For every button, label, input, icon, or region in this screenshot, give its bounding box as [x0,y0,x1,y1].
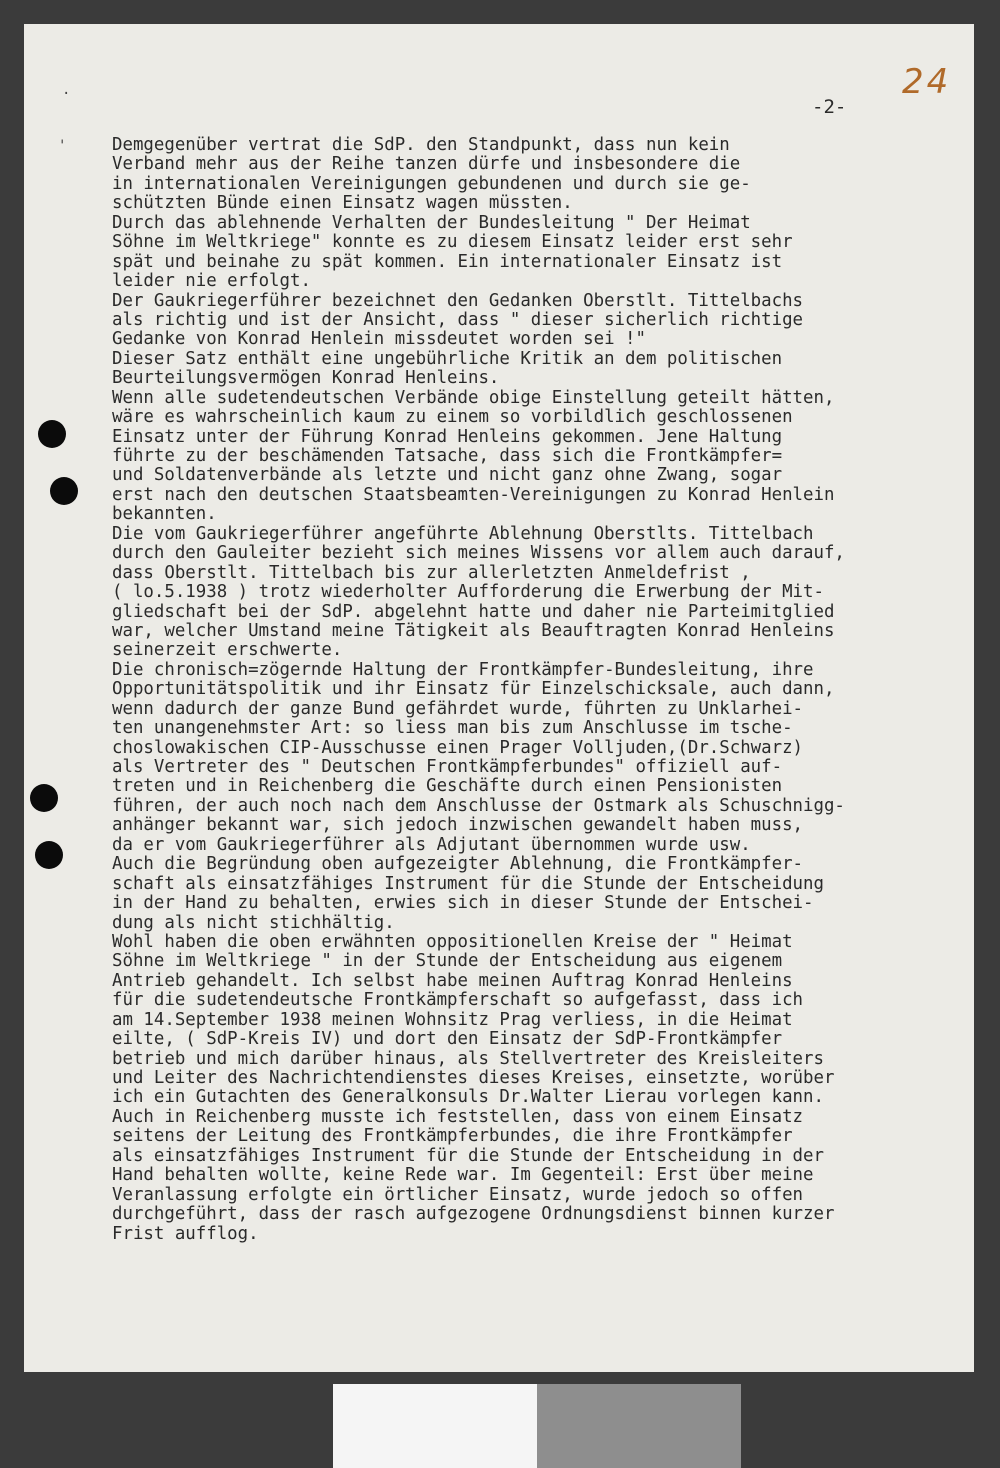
text-line: und Leiter des Nachrichtendienstes dieses Kreises, einsetzte, worüber [112,1068,835,1088]
text-line: ten unangenehmster Art: so liess man bis zum Anschlusse im tsche- [112,718,793,739]
margin-mark: . [62,82,71,98]
text-line: Antrieb gehandelt. Ich selbst habe meinen Auftrag Konrad Henleins [112,970,793,991]
text-line: Opportunitätspolitik und ihr Einsatz für Einzelschicksale, auch dann, [112,679,835,700]
text-line: eilte, ( SdP-Kreis IV) und dort den Einsatz der SdP-Frontkämpfer [112,1029,783,1050]
text-line: und Soldatenverbände als letzte und nicht ganz ohne Zwang, sogar [112,465,783,486]
text-line: als richtig und ist der Ansicht, dass " dieser sicherlich richtige [112,309,804,330]
text-line: anhänger bekannt war, sich jedoch inzwischen gewandelt haben muss, [112,815,804,836]
text-line: schützten Bünde einen Einsatz wagen müssten. [112,193,573,214]
text-line: Dieser Satz enthält eine ungebührliche Kritik an dem politischen [112,348,783,369]
text-line: bekannten. [112,504,217,525]
text-line: dung als nicht stichhältig. [112,912,395,933]
text-line: ich ein Gutachten des Generalkonsuls Dr.Walter Lierau vorlegen kann. [112,1087,824,1108]
text-line: für die sudetendeutsche Frontkämpferschaft so aufgefasst, dass ich [112,990,804,1011]
text-line: als Vertreter des " Deutschen Frontkämpferbundes" offiziell auf- [112,757,783,777]
typed-letter-body [112,136,952,1244]
text-line: erst nach den deutschen Staatsbeamten-Vereinigungen zu Konrad Henlein [112,484,835,505]
text-line: leider nie erfolgt. [112,271,311,292]
text-line: wenn dadurch der ganze Bund gefährdet wurde, führten zu Unklarhei- [112,698,804,719]
text-line: Beurteilungsvermögen Konrad Henleins. [112,368,500,389]
text-line: Durch das ablehnende Verhalten der Bundesleitung " Der Heimat [112,212,751,233]
text-line: Frist aufflog. [112,1223,259,1244]
text-line: als einsatzfähiges Instrument für die Stunde der Entscheidung in der [112,1145,824,1166]
text-line: Söhne im Weltkriege " in der Stunde der Entscheidung aus eigenem [112,951,783,972]
text-line: Auch die Begründung oben aufgezeigter Ablehnung, die Frontkämpfer- [112,854,804,875]
text-line: treten und in Reichenberg die Geschäfte durch einen Pensionisten [112,776,783,797]
margin-mark: ' [58,138,67,154]
punch-hole [35,841,63,869]
text-line: Verband mehr aus der Reihe tanzen dürfe und insbesondere die [112,154,741,175]
punch-hole [30,784,58,812]
text-line: Gedanke von Konrad Henlein missdeutet worden sei !" [112,329,646,350]
text-line: Der Gaukriegerführer bezeichnet den Gedanken Oberstlt. Tittelbachs [112,290,804,311]
text-line: da er vom Gaukriegerführer als Adjutant übernommen wurde usw. [112,834,751,855]
text-line: betrieb und mich darüber hinaus, als Stellvertreter des Kreisleiters [112,1048,824,1069]
text-line: spät und beinahe zu spät kommen. Ein internationaler Einsatz ist [112,251,783,272]
text-line: seitens der Leitung des Frontkämpferbundes, die ihre Frontkämpfer [112,1126,793,1147]
text-line: in internationalen Vereinigungen gebundenen und durch sie ge- [112,173,751,194]
text-line: schaft als einsatzfähiges Instrument für die Stunde der Entscheidung [112,873,824,894]
text-line: choslowakischen CIP-Ausschusse einen Prager Volljuden,(Dr.Schwarz) [112,737,804,758]
text-line: Hand behalten wollte, keine Rede war. Im Gegenteil: Erst über meine [112,1165,814,1186]
calibration-white-patch [333,1384,537,1468]
text-line: Wohl haben die oben erwähnten oppositionellen Kreise der " Heimat [112,931,793,952]
text-line: Die vom Gaukriegerführer angeführte Ablehnung Oberstlts. Tittelbach [112,523,814,544]
text-line: war, welcher Umstand meine Tätigkeit als Beauftragten Konrad Henleins [112,620,835,641]
text-line: wäre es wahrscheinlich kaum zu einem so vorbildlich geschlossenen [112,407,793,428]
text-line: dass Oberstlt. Tittelbach bis zur allerletzten Anmeldefrist , [112,562,751,583]
text-line: Auch in Reichenberg musste ich feststellen, dass von einem Einsatz [112,1106,804,1127]
punch-hole [50,477,78,505]
text-line: durch den Gauleiter bezieht sich meines Wissens vor allem auch darauf, [112,543,845,564]
text-line: ( lo.5.1938 ) trotz wiederholter Aufforderung die Erwerbung der Mit- [112,582,824,603]
calibration-gray-patch [537,1384,741,1468]
punch-hole [38,420,66,448]
text-line: am 14.September 1938 meinen Wohnsitz Prag verliess, in die Heimat [112,1009,793,1030]
text-line: führte zu der beschämenden Tatsache, dass sich die Frontkämpfer= [112,446,783,466]
text-line: Söhne im Weltkriege" konnte es zu diesem Einsatz leider erst sehr [112,232,793,253]
text-line: seinerzeit erschwerte. [112,640,343,661]
text-line: führen, der auch noch nach dem Anschlusse der Ostmark als Schuschnigg- [112,795,845,816]
text-line: durchgeführt, dass der rasch aufgezogene Ordnungsdienst binnen kurzer [112,1204,835,1225]
text-line: Wenn alle sudetendeutschen Verbände obige Einstellung geteilt hätten, [112,387,835,408]
text-line: Einsatz unter der Führung Konrad Henleins gekommen. Jene Haltung [112,426,783,447]
color-calibration-strip [333,1384,741,1468]
text-line: Die chronisch=zögernde Haltung der Frontkämpfer-Bundesleitung, ihre [112,659,814,680]
text-line: Veranlassung erfolgte ein örtlicher Einsatz, wurde jedoch so offen [112,1184,804,1205]
handwritten-page-number: 24 [902,62,952,102]
text-line: Demgegenüber vertrat die SdP. den Standpunkt, dass nun kein [112,135,730,155]
text-line: in der Hand zu behalten, erwies sich in dieser Stunde der Entschei- [112,893,814,914]
text-line: gliedschaft bei der SdP. abgelehnt hatte und daher nie Parteimitglied [112,601,835,622]
page-number: -2- [812,96,847,118]
